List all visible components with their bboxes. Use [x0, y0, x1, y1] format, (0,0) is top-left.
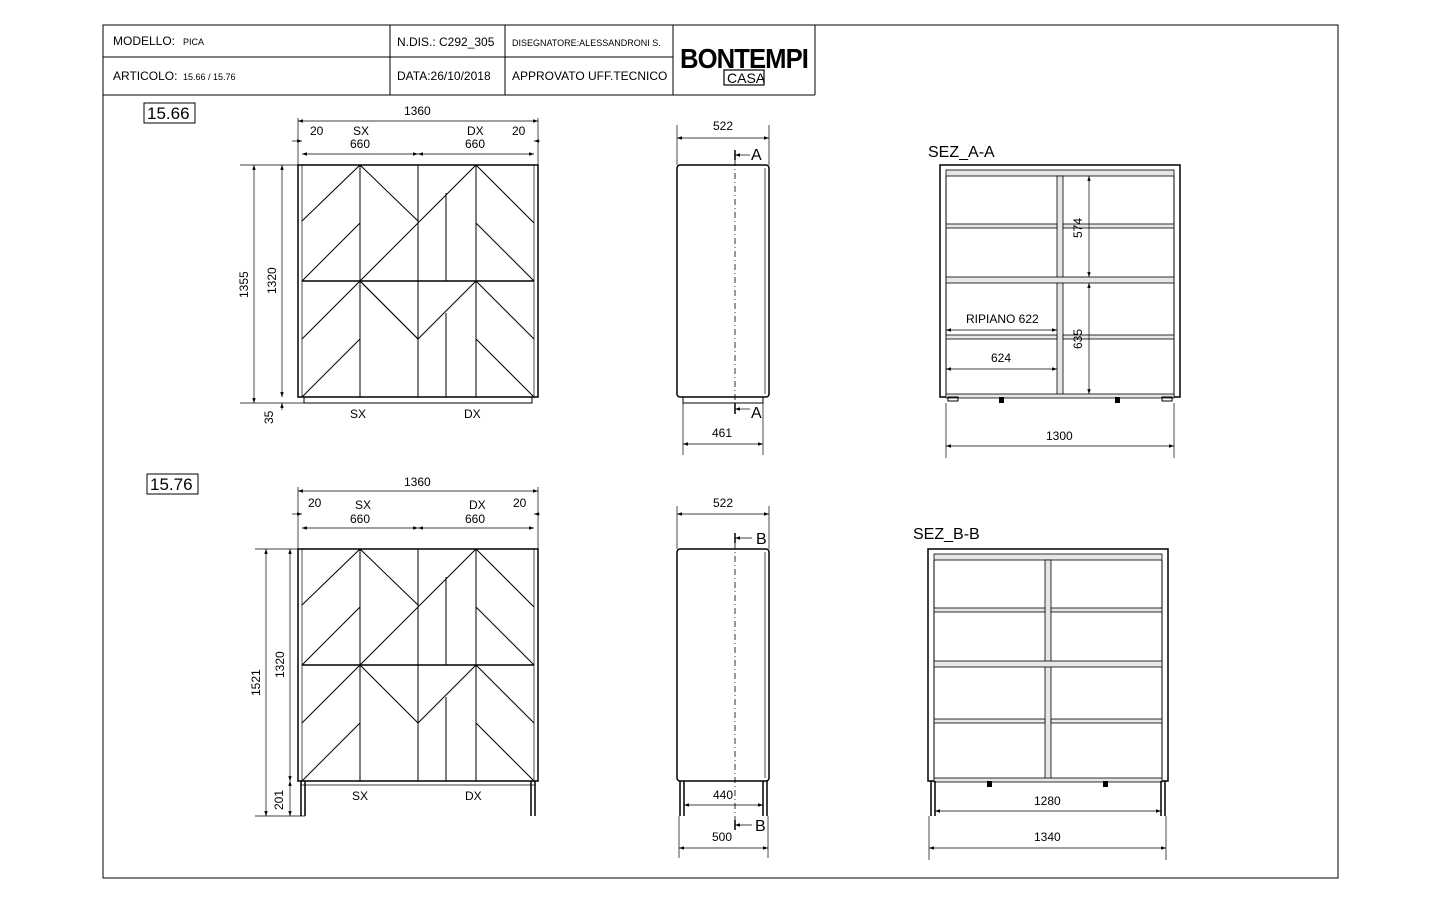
shelf-label: RIPIANO 622 [966, 312, 1039, 326]
dim-depth-legs: 440 [713, 788, 734, 802]
section-title-a-a: SEZ_A-A [928, 144, 995, 161]
dim-width-base-a: 1300 [1046, 429, 1073, 443]
approved-by: APPROVATO UFF.TECNICO [512, 69, 668, 83]
dim-height-doors-top: 1320 [265, 267, 279, 294]
door-left-label-bottom: SX [355, 498, 372, 512]
sheet-border [103, 25, 1338, 878]
side-view-top [677, 119, 769, 455]
section-a-a [928, 144, 1180, 458]
section-mark-a-top: A [751, 147, 762, 164]
section-title-b-b: SEZ_B-B [913, 526, 980, 543]
articolo-value: 15.66 / 15.76 [183, 72, 236, 82]
dim-height-doors-bottom: 1320 [273, 651, 287, 678]
dim-width-total-b: 1340 [1034, 830, 1061, 844]
model-code-top: 15.66 [147, 104, 190, 123]
door-right-width-bottom: 660 [465, 512, 486, 526]
title-block [103, 25, 815, 95]
section-mark-b-bottom: B [755, 818, 766, 835]
dim-depth-base-bottom: 500 [712, 830, 733, 844]
dim-side-left-bottom: 20 [308, 496, 322, 510]
dim-leg-height: 201 [272, 789, 286, 810]
dim-width-total-bottom: 1360 [404, 475, 431, 489]
dim-depth-total-top: 522 [713, 119, 734, 133]
front-view-top [237, 104, 540, 424]
dim-depth-total-bottom: 522 [713, 496, 734, 510]
modello-value: PICA [183, 37, 205, 47]
bottom-left-label-bottom: SX [352, 789, 369, 803]
door-left-width-bottom: 660 [350, 512, 371, 526]
dim-base-height-top: 35 [262, 410, 276, 424]
model-code-bottom: 15.76 [150, 475, 193, 494]
door-left-label-top: SX [353, 124, 370, 138]
dim-width-legs: 1280 [1034, 794, 1061, 808]
drawing-date: DATA:26/10/2018 [397, 69, 491, 83]
dim-side-right-bottom: 20 [513, 496, 527, 510]
dim-inner-width: 624 [991, 351, 1012, 365]
dim-side-right-top: 20 [512, 124, 526, 138]
section-mark-b-top: B [756, 531, 767, 548]
modello-label: MODELLO: [113, 34, 176, 48]
dim-height-total-bottom: 1521 [249, 669, 263, 696]
door-right-width-top: 660 [465, 137, 486, 151]
door-right-label-bottom: DX [469, 498, 486, 512]
dim-side-left-top: 20 [310, 124, 324, 138]
section-mark-a-bottom: A [751, 405, 762, 422]
designer: DISEGNATORE:ALESSANDRONI S. [512, 38, 661, 48]
dim-height-lower: 635 [1071, 328, 1085, 349]
dim-depth-base-top: 461 [712, 426, 733, 440]
bontempi-logo [680, 43, 808, 86]
front-view-bottom [249, 475, 540, 816]
door-right-label-top: DX [467, 124, 484, 138]
section-b-b [913, 526, 1168, 860]
dim-height-upper: 574 [1071, 217, 1085, 238]
bottom-right-label-top: DX [464, 407, 481, 421]
logo-brand: BONTEMPI [680, 43, 808, 74]
door-left-width-top: 660 [350, 137, 371, 151]
bottom-right-label-bottom: DX [465, 789, 482, 803]
section-15-66 [144, 103, 1180, 458]
dim-width-total-top: 1360 [404, 104, 431, 118]
side-view-bottom [677, 496, 769, 858]
logo-sub: CASA [727, 70, 766, 86]
drawing-number: N.DIS.: C292_305 [397, 35, 495, 49]
section-15-76 [147, 474, 1168, 860]
bottom-left-label-top: SX [350, 407, 367, 421]
articolo-label: ARTICOLO: [113, 69, 178, 83]
dim-height-total-top: 1355 [237, 271, 251, 298]
